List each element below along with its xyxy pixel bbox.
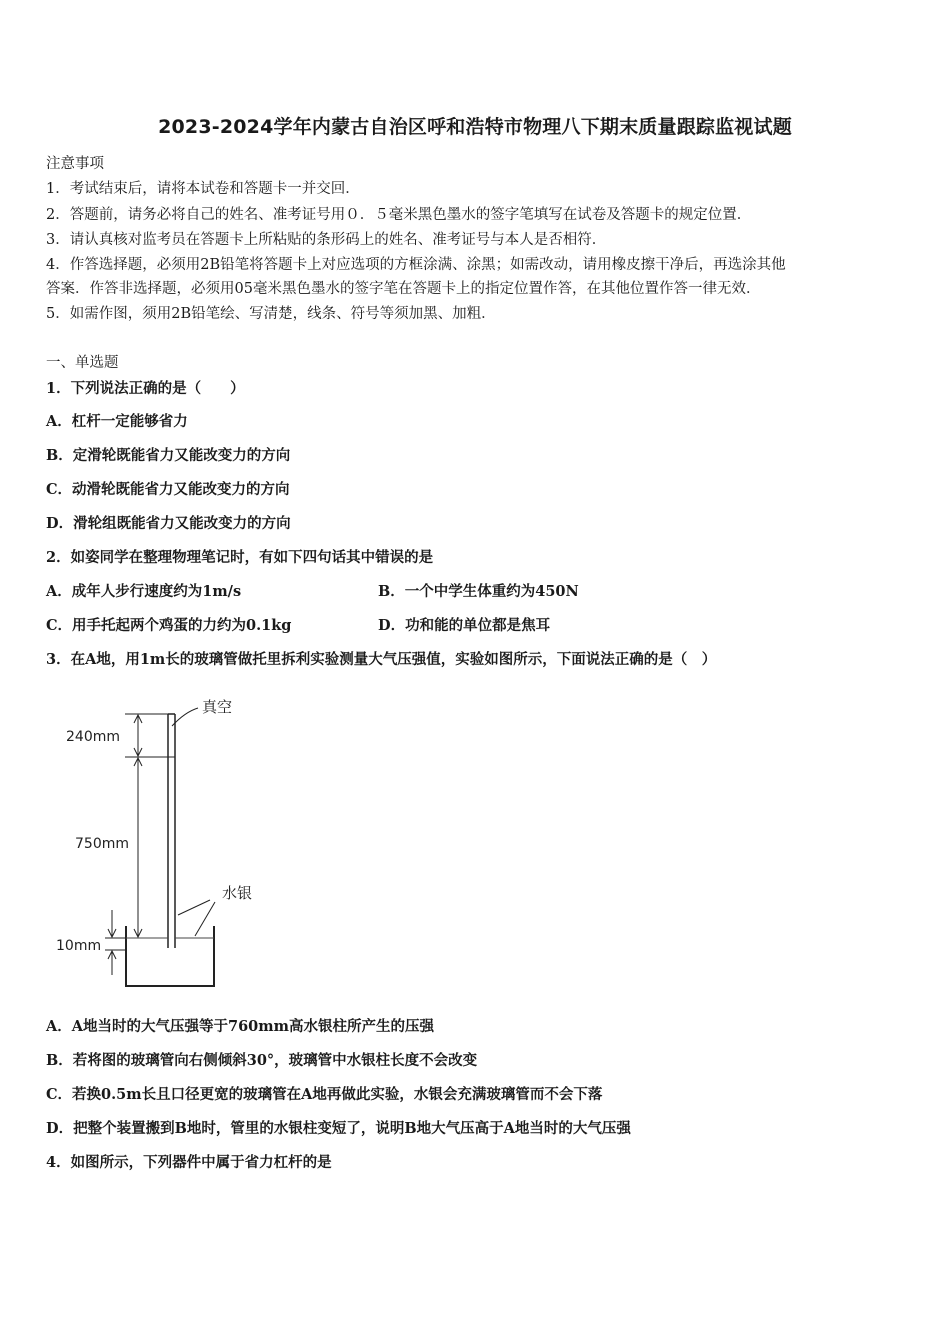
label-mercury: 水银	[222, 884, 253, 902]
option-d: D．功和能的单位都是焦耳	[378, 617, 551, 634]
option-a: A．成年人步行速度约为1m/s	[46, 583, 242, 600]
option-b: B．定滑轮既能省力又能改变力的方向	[46, 447, 291, 464]
page-title: 2023-2024学年内蒙古自治区呼和浩特市物理八下期末质量跟踪监视试题	[158, 116, 792, 138]
option-a: A．A地当时的大气压强等于760mm高水银柱所产生的压强	[46, 1018, 434, 1035]
notice-item: 4．作答选择题，必须用2B铅笔将答题卡上对应选项的方框涂满、涂黑；如需改动，请用橡皮擦干净后，再选涂其他	[46, 257, 786, 273]
label-10mm: 10mm	[56, 938, 102, 954]
option-d: D．把整个装置搬到B地时，管里的水银柱变短了，说明B地大气压高于A地当时的大气压强	[46, 1120, 631, 1137]
option-b: B．若将图的玻璃管向右侧倾斜30°，玻璃管中水银柱长度不会改变	[46, 1052, 478, 1069]
notice-item: 1．考试结束后，请将本试卷和答题卡一并交回．	[46, 181, 360, 197]
option-b: B．一个中学生体重约为450N	[378, 583, 579, 600]
notice-item: 答案．作答非选择题，必须用05毫米黑色墨水的签字笔在答题卡上的指定位置作答，在其他位置作答一律无效．	[46, 281, 761, 297]
notice-item: 3．请认真核对监考员在答题卡上所粘贴的条形码上的姓名、准考证号与本人是否相符．	[46, 232, 607, 248]
notice-heading: 注意事项	[46, 156, 104, 172]
torricelli-figure	[50, 690, 260, 995]
label-vacuum: 真空	[202, 698, 233, 716]
option-a: A．杠杆一定能够省力	[46, 413, 188, 430]
vacuum-leader	[172, 708, 198, 726]
question-stem: 1．下列说法正确的是（ ）	[46, 380, 245, 397]
label-750mm: 750mm	[75, 836, 129, 852]
mercury-leader-1	[178, 900, 210, 915]
label-240mm: 240mm	[66, 729, 120, 745]
section-heading: 一、单选题	[46, 355, 119, 371]
question-stem: 3．在A地，用1m长的玻璃管做托里拆利实验测量大气压强值，实验如图所示，下面说法正确的是（ ）	[46, 651, 717, 668]
option-d: D．滑轮组既能省力又能改变力的方向	[46, 515, 291, 532]
question-stem: 2．如姿同学在整理物理笔记时，有如下四句话其中错误的是	[46, 549, 434, 566]
mercury-leader-2	[195, 902, 215, 936]
question-stem: 4．如图所示，下列器件中属于省力杠杆的是	[46, 1154, 332, 1171]
option-c: C．用手托起两个鸡蛋的力约为0.1kg	[46, 617, 292, 634]
option-c: C．若换0.5m长且口径更宽的玻璃管在A地再做此实验，水银会充满玻璃管而不会下落	[46, 1086, 603, 1103]
notice-item: 5．如需作图，须用2B铅笔绘、写清楚，线条、符号等须加黑、加粗．	[46, 306, 496, 322]
option-c: C．动滑轮既能省力又能改变力的方向	[46, 481, 290, 498]
notice-item: 2．答题前，请务必将自己的姓名、准考证号用０．５毫米黑色墨水的签字笔填写在试卷及答题卡的规定位置．	[46, 207, 752, 223]
